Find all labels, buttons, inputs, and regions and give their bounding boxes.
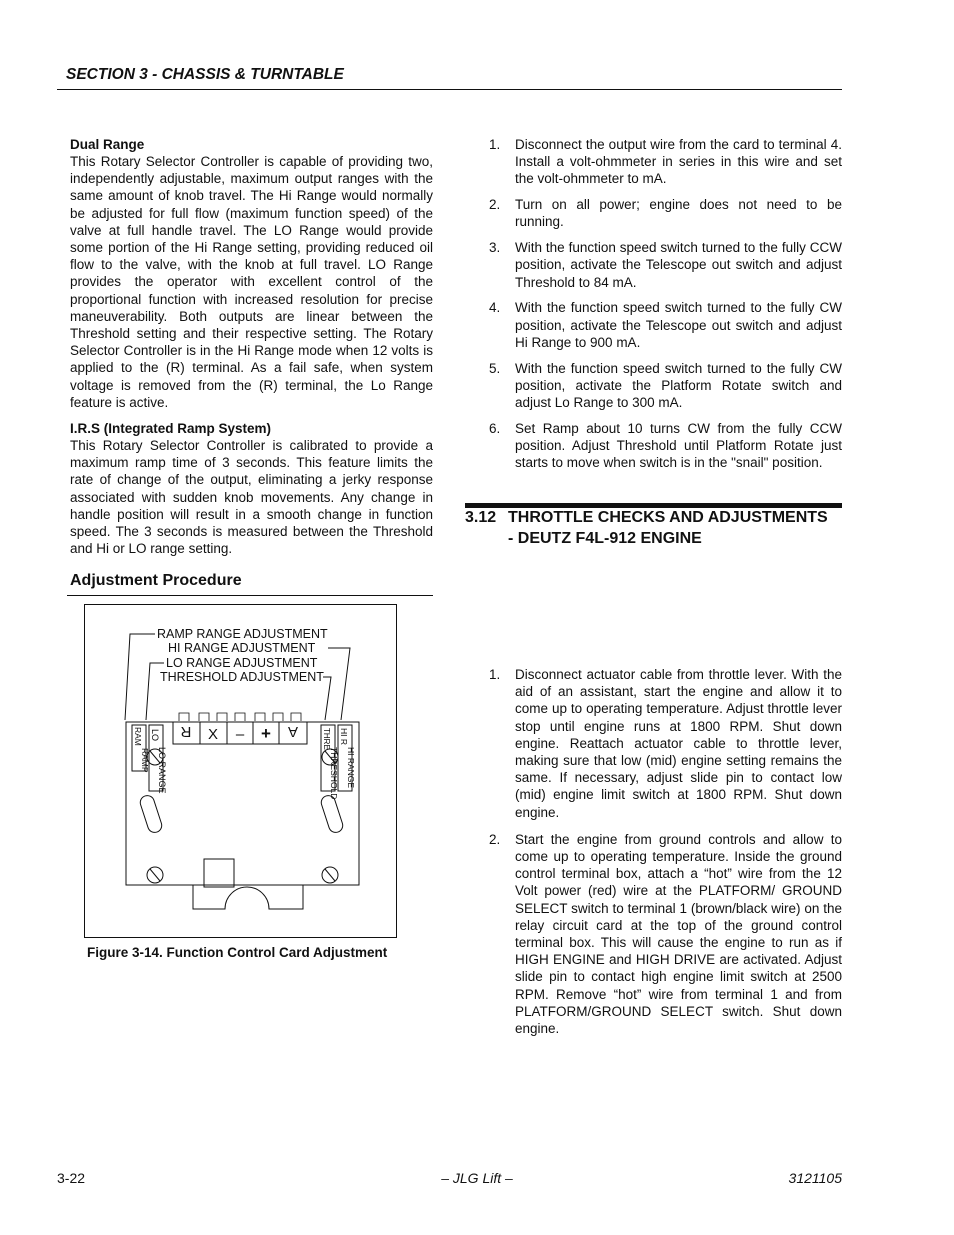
footer-page-number: 3-22	[57, 1170, 86, 1186]
section-number: 3.12	[465, 509, 497, 526]
step-text: Set Ramp about 10 turns CW from the fully CCW position. Adjust Threshold until Platform Rotate just starts to move when switch is in the "snail" position.	[515, 420, 842, 471]
list-item	[489, 666, 842, 821]
terminal-a: A	[287, 723, 299, 740]
callout-threshold: THRESHOLD ADJUSTMENT	[160, 670, 324, 684]
list-item	[489, 831, 842, 1037]
hi-range-label: HI RANGE	[346, 747, 356, 789]
step-text: Disconnect the output wire from the card to terminal 4. Install a volt-ohmmeter in series in this wire and set the volt-ohmmeter to mA.	[515, 137, 842, 187]
footer-publisher: – JLG Lift –	[441, 1170, 513, 1186]
leader-ramp	[125, 634, 155, 720]
right-column-steps	[489, 136, 842, 480]
irs-heading: I.R.S (Integrated Ramp System)	[70, 421, 272, 437]
center-connector	[204, 859, 234, 887]
step-text: With the function speed switch turned to the fully CCW position, activate the Telescope out switch and adjust Threshold to 84 mA.	[515, 240, 842, 290]
step-number: 1.	[489, 137, 501, 152]
lo-label-small: LO	[150, 729, 160, 742]
step-text: Disconnect actuator cable from throttle lever. With the aid of an assistant, start the engine and allow it to come up to operating temperature. Adjust throttle lever stop until engine runs at 1800 RPM. Shut down engine. Reattach actuator cable to throttle lever, making sure that low (mid) engine setting remains the same. If necessary, adjust slide pin to contact low (mid) engine limit switch at 1800 RPM. Shut down engine.	[515, 667, 842, 820]
ramp-label-small: RAM	[133, 727, 143, 746]
callout-hi-range: HI RANGE ADJUSTMENT	[168, 641, 316, 655]
terminal-plus: +	[261, 724, 271, 743]
section-header-title: SECTION 3 - CHASSIS & TURNTABLE	[66, 66, 344, 83]
leader-hi	[328, 648, 350, 720]
hi-label-small: HI R	[339, 728, 349, 745]
step-number: 1.	[489, 667, 501, 682]
function-control-card-figure	[84, 604, 397, 938]
callout-ramp-range: RAMP RANGE ADJUSTMENT	[157, 627, 328, 641]
ramp-pot	[138, 794, 163, 834]
threshold-label: THRESHOLD	[329, 747, 339, 800]
terminal-minus: –	[235, 726, 245, 743]
callout-lo-range: LO RANGE ADJUSTMENT	[166, 656, 318, 670]
list-item	[489, 420, 842, 472]
lo-range-label: LO RANGE	[157, 747, 167, 794]
right-column-throttle-steps	[489, 666, 842, 1046]
step-number: 4.	[489, 300, 501, 316]
dual-range-heading: Dual Range	[70, 137, 145, 152]
connector-pins	[179, 713, 301, 721]
list-item	[489, 196, 842, 230]
step-text: With the function speed switch turned to the fully CW position, activate the Platform Rotate switch and adjust Lo Range to 300 mA.	[515, 360, 842, 411]
card-adjustment-steps	[489, 136, 842, 471]
list-item	[489, 239, 842, 291]
step-number: 5.	[489, 360, 501, 376]
step-number: 6.	[489, 420, 501, 436]
throttle-steps	[489, 666, 842, 1037]
step-number: 3.	[489, 240, 501, 256]
header-rule	[57, 89, 842, 90]
step-text: Turn on all power; engine does not need to be running.	[515, 197, 842, 230]
irs-body: This Rotary Selector Controller is calibrated to provide a maximum ramp time of 3 seconds. This feature limits the rate of change of the output, eliminating a jerky response associated with sudden knob movements. Any change in handle position will result in a smooth change in function speed. The 3 seconds is measured between the Threshold and Hi or LO range setting.	[70, 438, 433, 557]
control-card-drawing	[85, 605, 398, 939]
figure-caption: Figure 3-14. Function Control Card Adjustment	[87, 945, 388, 960]
left-column	[70, 136, 433, 557]
step-text: Start the engine from ground controls and allow to come up to operating temperature. Inside the ground control terminal box, attach a “hot” wire from the 12 Volt power (red) wire at the PLATFORM/ GROUND SELECT switch to terminal 1 (brown/black wire) on the relay circuit card at the top of the ground control terminal box. This will cause the engine to run as if HIGH ENGINE and HIGH DRIVE are activated. Adjust slide pin to contact high engine limit switch at 2500 RPM. Remove “hot” wire from terminal 1 and from PLATFORM/GROUND SELECT switch. Shut down engine.	[515, 831, 842, 1037]
terminal-r: R	[180, 723, 192, 740]
step-number: 2.	[489, 831, 501, 847]
step-number: 2.	[489, 197, 501, 213]
list-item	[489, 136, 842, 188]
step-text: With the function speed switch turned to the fully CW position, activate the Telescope out switch and adjust Hi Range to 900 mA.	[515, 300, 842, 350]
adjustment-procedure-heading: Adjustment Procedure	[70, 572, 242, 589]
list-item	[489, 360, 842, 412]
footer-document-number: 3121105	[788, 1170, 842, 1186]
dual-range-body: This Rotary Selector Controller is capable of providing two, independently adjustable, maximum output ranges with the same amount of knob travel. The Hi Range would normally be adjusted for full flow (maximum function speed) of the valve at full handle travel. The LO Range would provide some portion of the Hi Range setting, providing reduced oil flow to the valve, with the knob at full travel. LO Range provides the operator with excellent control of the proportional function with increased resolution for precise maneuverability. Both outputs are linear between the Threshold setting and their respective setting. The Rotary Selector Controller is in the Hi Range mode when 12 volts is applied to the (R) terminal. As a fail safe, when system voltage is removed from the (R) terminal, the Lo Range feature is active.	[70, 154, 433, 410]
leader-threshold	[323, 677, 331, 720]
section-title: THROTTLE CHECKS AND ADJUSTMENTS - DEUTZ F4L-912 ENGINE	[508, 509, 828, 547]
ramp-label: RAMP	[140, 748, 150, 773]
threshold-pot	[319, 794, 344, 834]
threshold-label-small: THRE	[322, 728, 331, 750]
adjustment-heading-rule	[67, 595, 433, 596]
list-item	[489, 299, 842, 351]
bottom-bracket	[193, 885, 303, 909]
terminal-x: X	[207, 726, 219, 743]
